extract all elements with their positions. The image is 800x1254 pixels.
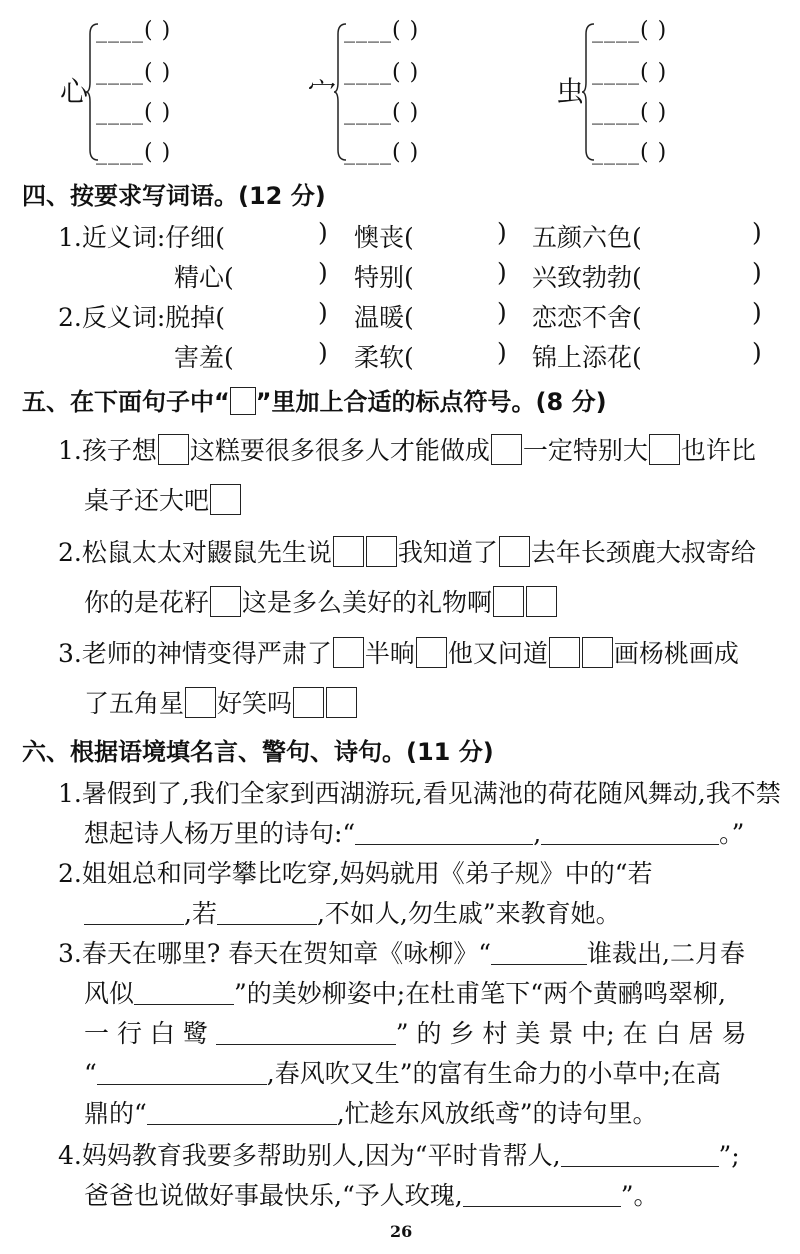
q6-item-1-line2 xyxy=(84,814,744,850)
punct-box[interactable] xyxy=(549,637,580,668)
q6-item-4-line2 xyxy=(84,1176,658,1212)
q4-row1-item3: 五颜六色( xyxy=(532,223,642,252)
text: 。” xyxy=(719,819,745,848)
text: 一定特别大 xyxy=(522,436,648,465)
q4-row4-item1: 害羞( xyxy=(174,343,234,372)
punct-box[interactable] xyxy=(210,484,241,515)
text: 也许比 xyxy=(680,436,756,465)
punct-box[interactable] xyxy=(326,687,357,718)
answer-blank[interactable] xyxy=(97,1062,267,1085)
answer-blank[interactable] xyxy=(561,1144,719,1167)
q4-row3-item3: 恋恋不舍( xyxy=(532,303,642,332)
text: 你的是花籽 xyxy=(84,588,210,617)
punct-box[interactable] xyxy=(493,586,524,617)
text: 桌子还大吧 xyxy=(84,486,210,515)
q4-row1-item1: 1.近义词:仔细( xyxy=(58,223,226,252)
radical-mian: 宀 xyxy=(308,75,337,108)
answer-blank[interactable] xyxy=(147,1102,337,1125)
q5-sentence-2-line1 xyxy=(58,533,756,569)
q6-heading: 六、根据语境填名言、警句、诗句。(11 分) xyxy=(22,738,494,766)
punct-box[interactable] xyxy=(210,586,241,617)
q5-sentence-1-line1 xyxy=(58,431,756,467)
text: 鼎的“ xyxy=(84,1099,147,1128)
text: ”的美妙柳姿中;在杜甫笔下“两个黄鹂鸣翠柳, xyxy=(234,979,726,1008)
answer-blank[interactable] xyxy=(541,822,719,845)
q4-paren-close: ) xyxy=(752,218,762,247)
q4-row1-item2: 懊丧( xyxy=(354,223,414,252)
text: ,忙趁东风放纸鸢”的诗句里。 xyxy=(336,1099,658,1128)
text: 2.松鼠太太对鼹鼠先生说 xyxy=(58,538,332,567)
q4-row4-item2: 柔软( xyxy=(354,343,414,372)
text: 这是多么美好的礼物啊 xyxy=(242,588,493,617)
q6-item-2-line2 xyxy=(84,894,621,930)
q4-paren-close: ) xyxy=(497,258,507,287)
text: 画杨桃画成 xyxy=(613,639,739,668)
q6-item-3-line1 xyxy=(58,934,745,970)
q4-paren-close: ) xyxy=(497,218,507,247)
q4-row4-item3: 锦上添花( xyxy=(532,343,642,372)
punct-box[interactable] xyxy=(499,536,530,567)
q4-paren-close: ) xyxy=(318,258,328,287)
q6-item-4-line1 xyxy=(58,1136,740,1172)
text: ,不如人,勿生戚”来教育她。 xyxy=(316,899,621,928)
q4-paren-close: ) xyxy=(497,298,507,327)
text: ,春风吹又生”的富有生命力的小草中;在高 xyxy=(266,1059,721,1088)
text: 爸爸也说做好事最快乐,“予人玫瑰, xyxy=(84,1181,463,1210)
text: 一 行 白 鹭 xyxy=(84,1019,208,1048)
q4-heading: 四、按要求写词语。(12 分) xyxy=(22,182,326,210)
q4-paren-close: ) xyxy=(752,338,762,367)
blank-row[interactable]: ____( ) xyxy=(592,60,668,85)
punct-box[interactable] xyxy=(333,637,364,668)
punct-box[interactable] xyxy=(416,637,447,668)
blank-row[interactable]: ____( ) xyxy=(344,18,420,43)
text: “ xyxy=(84,1059,97,1088)
q4-paren-close: ) xyxy=(318,338,328,367)
q5-heading xyxy=(22,382,607,417)
punct-box[interactable] xyxy=(366,536,397,567)
punct-box[interactable] xyxy=(333,536,364,567)
example-box xyxy=(230,387,256,415)
q5-sentence-2-line2 xyxy=(84,583,558,619)
radical-xin: 心 xyxy=(60,75,89,108)
text: 我知道了 xyxy=(397,538,498,567)
q4-row3-item2: 温暖( xyxy=(354,303,414,332)
radical-chong: 虫 xyxy=(556,75,585,108)
q6-item-1-line1: 1.暑假到了,我们全家到西湖游玩,看见满池的荷花随风舞动,我不禁 xyxy=(58,779,781,808)
blank-row[interactable]: ____( ) xyxy=(592,140,668,165)
text: ,若 xyxy=(184,899,217,928)
q4-row2-item1: 精心( xyxy=(174,263,234,292)
blank-row[interactable]: ____( ) xyxy=(96,18,172,43)
q4-paren-close: ) xyxy=(497,338,507,367)
q4-paren-close: ) xyxy=(318,298,328,327)
q5-sentence-1-line2 xyxy=(84,481,242,517)
punct-box[interactable] xyxy=(649,434,680,465)
text: 4.妈妈教育我要多帮助别人,因为“平时肯帮人, xyxy=(58,1141,561,1170)
blank-row[interactable]: ____( ) xyxy=(592,18,668,43)
text: 了五角星 xyxy=(84,689,185,718)
text: ”。 xyxy=(620,1181,659,1210)
text: ” 的 乡 村 美 景 中; 在 白 居 易 xyxy=(395,1019,747,1048)
punct-box[interactable] xyxy=(526,586,557,617)
answer-blank[interactable] xyxy=(463,1184,621,1207)
answer-blank[interactable] xyxy=(217,902,317,925)
page-number: 26 xyxy=(390,1222,413,1241)
blank-row[interactable]: ____( ) xyxy=(592,100,668,125)
q6-item-3-line5 xyxy=(84,1094,658,1130)
answer-blank[interactable] xyxy=(491,942,587,965)
q4-paren-close: ) xyxy=(752,258,762,287)
q6-item-3-line2 xyxy=(84,974,726,1010)
text: 谁裁出,二月春 xyxy=(587,939,745,968)
answer-blank[interactable] xyxy=(355,822,533,845)
q4-paren-close: ) xyxy=(752,298,762,327)
text: ”; xyxy=(718,1141,740,1170)
text: 他又问道 xyxy=(447,639,548,668)
q4-row2-item3: 兴致勃勃( xyxy=(532,263,642,292)
text: 好笑吗 xyxy=(217,689,293,718)
punct-box[interactable] xyxy=(185,687,216,718)
answer-blank[interactable] xyxy=(216,1022,396,1045)
q4-row2-item2: 特别( xyxy=(354,263,414,292)
q4-row3-item1: 2.反义词:脱掉( xyxy=(58,303,226,332)
q5-heading-post: ”里加上合适的标点符号。(8 分) xyxy=(255,388,607,416)
text: 这糕要很多很多人才能做成 xyxy=(189,436,490,465)
text: 风似 xyxy=(84,979,135,1008)
q6-item-3-line4 xyxy=(84,1054,721,1090)
text: 3.春天在哪里? 春天在贺知章《咏柳》“ xyxy=(58,939,491,968)
text: 1.孩子想 xyxy=(58,436,157,465)
q6-item-2-line1: 2.姐姐总和同学攀比吃穿,妈妈就用《弟子规》中的“若 xyxy=(58,859,653,888)
blank-row[interactable]: ____( ) xyxy=(344,100,420,125)
text: , xyxy=(533,819,542,848)
punct-box[interactable] xyxy=(582,637,613,668)
text: 去年长颈鹿大叔寄给 xyxy=(530,538,756,567)
q4-paren-close: ) xyxy=(318,218,328,247)
blank-row[interactable]: ____( ) xyxy=(344,140,420,165)
text: 3.老师的神情变得严肃了 xyxy=(58,639,332,668)
punct-box[interactable] xyxy=(158,434,189,465)
blank-row[interactable]: ____( ) xyxy=(96,140,172,165)
q6-item-3-line3 xyxy=(84,1014,746,1050)
blank-row[interactable]: ____( ) xyxy=(344,60,420,85)
punct-box[interactable] xyxy=(491,434,522,465)
punct-box[interactable] xyxy=(293,687,324,718)
answer-blank[interactable] xyxy=(84,902,184,925)
q5-sentence-3-line2 xyxy=(84,684,358,720)
text: 半晌 xyxy=(364,639,415,668)
answer-blank[interactable] xyxy=(134,982,234,1005)
blank-row[interactable]: ____( ) xyxy=(96,100,172,125)
q5-sentence-3-line1 xyxy=(58,634,739,670)
q5-heading-pre: 五、在下面句子中“ xyxy=(22,388,230,416)
blank-row[interactable]: ____( ) xyxy=(96,60,172,85)
text: 想起诗人杨万里的诗句:“ xyxy=(84,819,356,848)
